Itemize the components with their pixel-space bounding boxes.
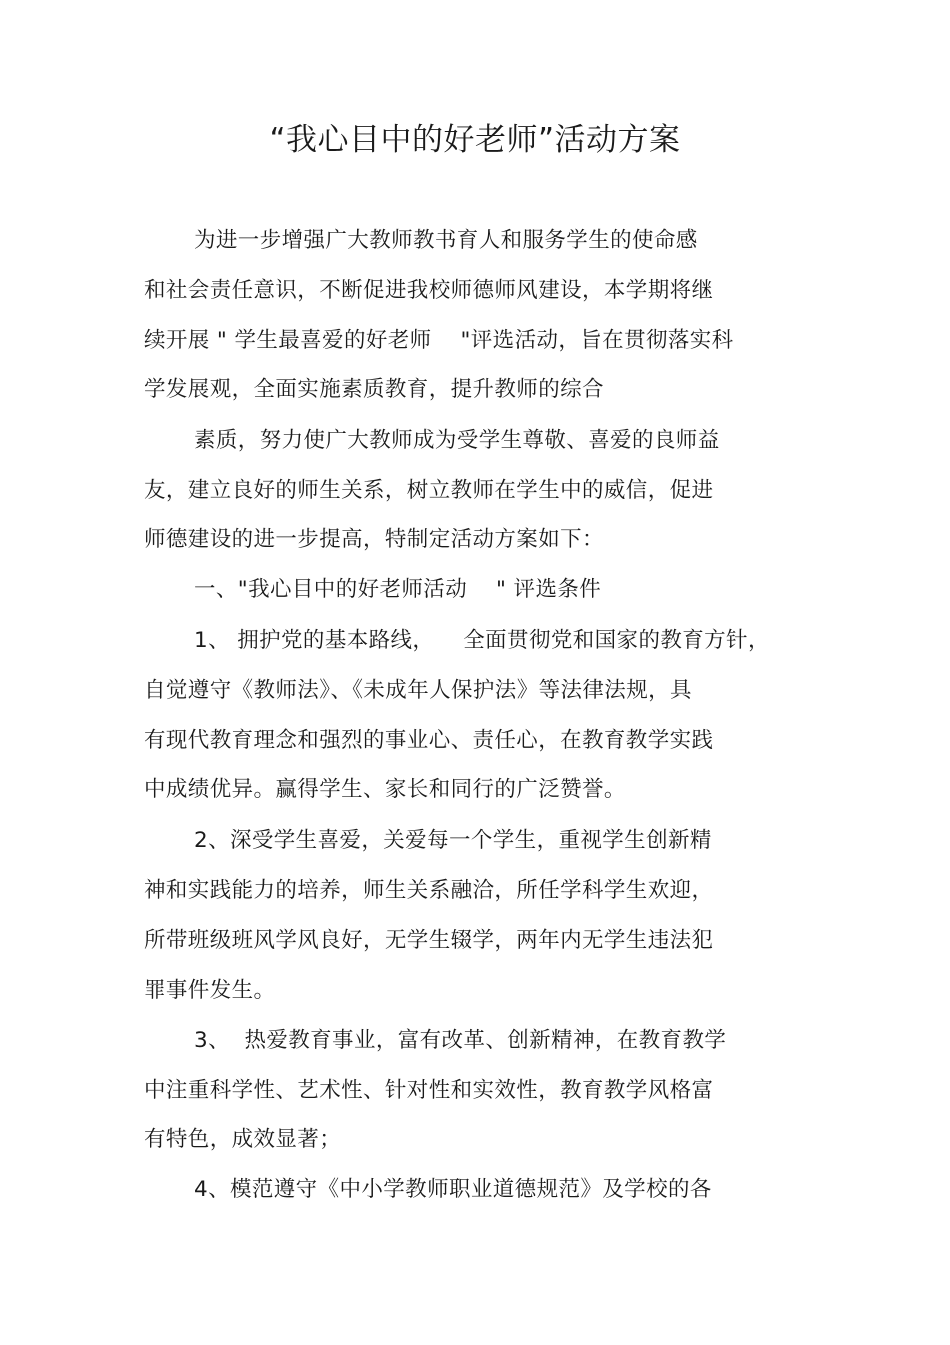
text-line: 神和实践能力的培养，师生关系融洽，所任学科学生欢迎， — [144, 878, 714, 903]
text-line: 罪事件发生。 — [144, 978, 276, 1003]
text-line: 有现代教育理念和强烈的事业心、责任心，在教育教学实践 — [144, 728, 714, 753]
document-title: “我心目中的好老师”活动方案 — [269, 122, 681, 158]
text-line: 所带班级班风学风良好，无学生辍学，两年内无学生违法犯 — [144, 928, 714, 953]
text-line: 中注重科学性、艺术性、针对性和实效性，教育教学风格富 — [144, 1078, 714, 1103]
text-line: 4、模范遵守《中小学教师职业道德规范》及学校的各 — [194, 1177, 712, 1202]
text-line: 学发展观，全面实施素质教育，提升教师的综合 — [144, 377, 604, 402]
text-line: 1、 拥护党的基本路线， 全面贯彻党和国家的教育方针， — [194, 628, 770, 653]
text-line: 有特色，成效显著； — [144, 1127, 342, 1152]
section-heading: 一、"我心目中的好老师活动 " 评选条件 — [194, 577, 602, 602]
text-line: 3、 热爱教育事业，富有改革、创新精神，在教育教学 — [194, 1028, 727, 1053]
text-line: 和社会责任意识，不断促进我校师德师风建设，本学期将继 — [144, 278, 714, 303]
text-line: 为进一步增强广大教师教书育人和服务学生的使命感 — [194, 228, 698, 253]
text-line: 友，建立良好的师生关系，树立教师在学生中的威信，促进 — [144, 478, 714, 503]
text-line: 师德建设的进一步提高，特制定活动方案如下： — [144, 527, 604, 552]
text-line: 素质，努力使广大教师成为受学生尊敬、喜爱的良师益 — [194, 428, 720, 453]
text-line: 自觉遵守《教师法》、《未成年人保护法》等法律法规，具 — [144, 678, 692, 703]
text-line: 续开展 " 学生最喜爱的好老师 "评选活动，旨在贯彻落实科 — [144, 328, 734, 353]
text-line: 2、深受学生喜爱，关爱每一个学生，重视学生创新精 — [194, 828, 712, 853]
text-line: 中成绩优异。赢得学生、家长和同行的广泛赞誉。 — [144, 777, 626, 802]
